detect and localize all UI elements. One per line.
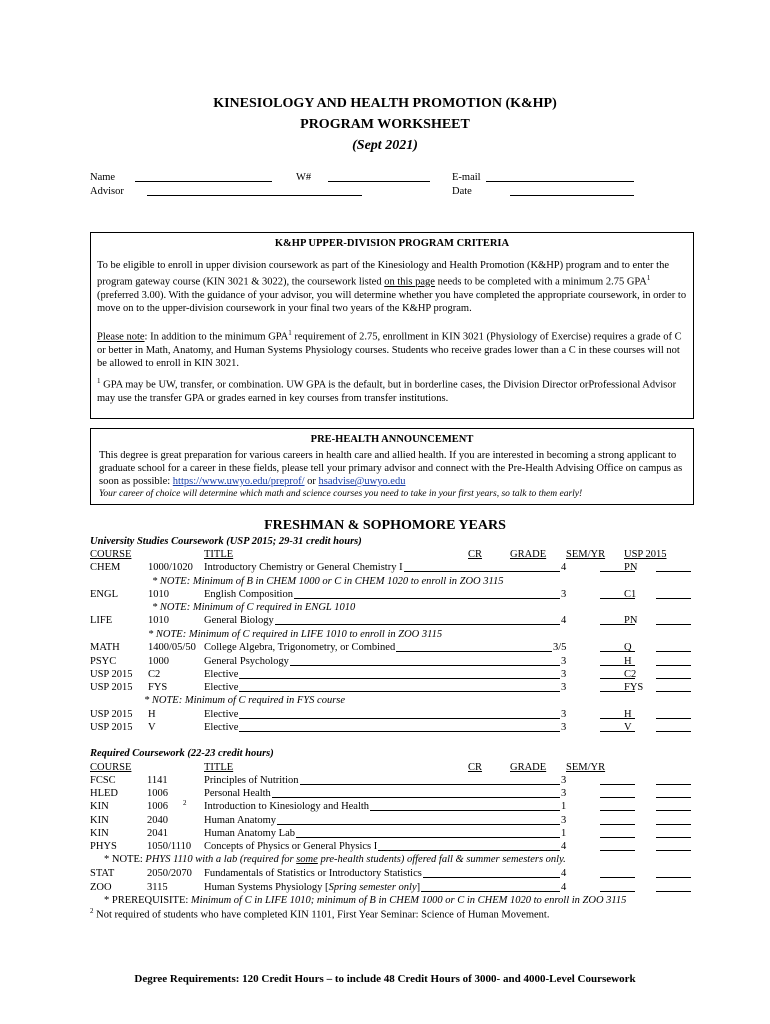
name-field[interactable]: [135, 172, 272, 182]
course-dept: PSYC: [90, 656, 117, 667]
prehealth-title: PRE-HEALTH ANNOUNCEMENT: [310, 434, 474, 445]
course-number: 1400/05/50: [148, 642, 196, 653]
prehealth-italic-note: Your career of choice will determine which math and science courses you need to take in your first years, so talk to them early!: [99, 489, 583, 499]
credit-hours: 3/5: [553, 642, 567, 653]
usp-table-row: [90, 641, 710, 654]
title-line: [204, 668, 560, 679]
grade-field[interactable]: [600, 787, 635, 798]
required-table-row: [90, 827, 710, 840]
course-number: 1050/1110: [147, 841, 192, 852]
date-field[interactable]: [510, 186, 634, 196]
credit-hours: 3: [561, 669, 567, 680]
course-title: Personal Health: [204, 788, 271, 799]
credit-hours: 3: [561, 775, 567, 786]
course-dept: ENGL: [90, 589, 118, 600]
course-note: * NOTE: Minimum of B in CHEM 1000 or C in CHEM 1020 to enroll in ZOO 3115: [152, 576, 504, 587]
criteria-title: K&HP UPPER-DIVISION PROGRAM CRITERIA: [274, 238, 510, 249]
credit-hours: 3: [561, 722, 567, 733]
sem-yr-field[interactable]: [656, 814, 691, 825]
course-dept: MATH: [90, 642, 120, 653]
grade-field[interactable]: [600, 840, 635, 851]
criteria-footnote: $^1$ GPA may be UW, transfer, or combination. UW GPA is the default, but in borderline cases, the Division Director orProfessional Advisor may use the transfer GPA or grades earned in key courses from transfer institutions.: [97, 377, 677, 404]
grade-field[interactable]: [600, 867, 635, 878]
course-title: Elective: [204, 709, 239, 720]
credit-hours: 4: [561, 868, 567, 879]
sem-yr-field[interactable]: [656, 800, 691, 811]
course-dept: USP 2015: [90, 669, 133, 680]
usp-subtitle: University Studies Coursework (USP 2015; 29-31 credit hours): [90, 536, 362, 547]
course-dept: KIN: [90, 815, 109, 826]
course-title: General Psychology: [204, 656, 289, 667]
degree-requirements-footer: Degree Requirements: 120 Credit Hours – to include 48 Credit Hours of 3000- and 4000-Level Coursework: [134, 973, 636, 985]
sem-yr-field[interactable]: [656, 827, 691, 838]
credit-hours: 3: [561, 682, 567, 693]
course-title: Principles of Nutrition: [204, 775, 299, 786]
credit-hours: 3: [561, 709, 567, 720]
course-title: Human Systems Physiology [Spring semester only]: [204, 882, 421, 893]
course-title: Elective: [204, 682, 239, 693]
course-note: * NOTE: Minimum of C required in ENGL 1010: [152, 602, 356, 613]
criteria-note: Please note: In addition to the minimum GPA$^1$ requirement of 2.75, enrollment in KIN 3021 (Physiology of Exercise) requires a grade of C or better in Math, Anatomy, and Human Systems Physiology courses. Students who receive grades lower than a C in these courses will not be allowed to enroll in KIN 3021.: [97, 329, 682, 369]
course-number: 1000/1020: [148, 562, 193, 573]
course-note: * NOTE: Minimum of C required in LIFE 1010 to enroll in ZOO 3115: [148, 629, 443, 640]
course-number: 1141: [147, 775, 168, 786]
course-title: General Biology: [204, 615, 274, 626]
required-table-row: [90, 867, 710, 880]
course-title: Introduction to Kinesiology and Health: [204, 801, 370, 812]
criteria-paragraph: To be eligible to enroll in upper division coursework as part of the Kinesiology and Health Promotion (K&HP) program and to enter the program gateway course (KIN 3021 & 3022), the coursework listed on this page needs to be completed with a minimum 2.75 GPA$^1$ (preferred 3.00). With the guidance of your advisor, you will determine whether you have completed the appropriate coursework, in order to move on to the upper-division coursework in your final two years of the K&HP program.: [97, 260, 687, 314]
sem-yr-field[interactable]: [656, 588, 691, 599]
course-dept: KIN: [90, 828, 109, 839]
course-dept: PHYS: [90, 841, 117, 852]
sem-yr-field[interactable]: [656, 681, 691, 692]
freshman-title: FRESHMAN & SOPHOMORE YEARS: [264, 518, 506, 533]
sem-yr-field[interactable]: [656, 614, 691, 625]
grade-field[interactable]: [600, 814, 635, 825]
credit-hours: 3: [561, 788, 567, 799]
course-number: 1006: [147, 788, 168, 799]
usp-code: C2: [624, 669, 637, 680]
sem-yr-field[interactable]: [656, 708, 691, 719]
sem-yr-field[interactable]: [656, 668, 691, 679]
course-dept: USP 2015: [90, 682, 133, 693]
course-number: 2041: [147, 828, 168, 839]
course-title: Introductory Chemistry or General Chemistry I: [204, 562, 403, 573]
usp-code: V: [624, 722, 632, 733]
course-title: Fundamentals of Statistics or Introductory Statistics: [204, 868, 422, 879]
course-number: 1006: [147, 801, 168, 812]
usp-table-row: [90, 681, 710, 694]
required-table-row: [90, 840, 710, 853]
required-table-row: [90, 774, 710, 787]
usp-code: H: [624, 656, 632, 667]
usp-table-row: [90, 655, 710, 668]
criteria-box: [90, 232, 694, 419]
course-dept: HLED: [90, 788, 118, 799]
course-dept: LIFE: [90, 615, 113, 626]
credit-hours: 4: [561, 562, 567, 573]
usp-code: H: [624, 709, 632, 720]
required-table-row: [90, 800, 710, 813]
sem-yr-field[interactable]: [656, 655, 691, 666]
sem-yr-field[interactable]: [656, 561, 691, 572]
course-number: C2: [148, 669, 161, 680]
sem-yr-field[interactable]: [656, 721, 691, 732]
course-number: H: [148, 709, 156, 720]
course-number: 1000: [148, 656, 169, 667]
course-dept: STAT: [90, 868, 115, 879]
date-label: Date: [452, 186, 472, 197]
title-line: [204, 721, 560, 732]
course-dept: USP 2015: [90, 709, 133, 720]
phys-note: * NOTE: PHYS 1110 with a lab (required for some pre-health students) offered fall & summer semesters only.: [104, 854, 566, 865]
sem-yr-field[interactable]: [656, 840, 691, 851]
grade-field[interactable]: [600, 774, 635, 785]
footnote-marker: 2: [183, 799, 187, 807]
usp-code: PN: [624, 615, 638, 626]
required-table-header: COURSE TITLE CR GRADE SEM/YR: [90, 762, 606, 773]
credit-hours: 4: [561, 615, 567, 626]
course-number: 2040: [147, 815, 168, 826]
course-number: 1010: [148, 615, 169, 626]
course-title: Concepts of Physics or General Physics I: [204, 841, 378, 852]
advisor-label: Advisor: [90, 186, 124, 197]
usp-code: Q: [624, 642, 632, 653]
course-number: 3115: [147, 882, 168, 893]
course-title: College Algebra, Trigonometry, or Combined: [204, 642, 396, 653]
w-number-label: W#: [296, 172, 312, 183]
course-title: Elective: [204, 722, 239, 733]
sem-yr-field[interactable]: [656, 641, 691, 652]
doc-title-date: (Sept 2021): [352, 138, 418, 153]
grade-field[interactable]: [600, 800, 635, 811]
name-label: Name: [90, 172, 116, 183]
usp-code: C1: [624, 589, 637, 600]
prehealth-text: This degree is great preparation for various careers in health care and allied health. If you are interested in becoming a strong applicant to graduate school for a career in these fields, please tell your primary advisor and connect with the Pre-Health Advising Office on campus as soon as possible: https://www.uwyo.edu/preprof/ or hsadvise@uwyo.edu: [99, 450, 683, 487]
credit-hours: 3: [561, 656, 567, 667]
prereq-note: * PREREQUISITE: Minimum of C in LIFE 1010; minimum of B in CHEM 1000 or C in CHEM 1020 to enroll in ZOO 3115: [104, 895, 627, 906]
course-number: 1010: [148, 589, 169, 600]
usp-table-row: [90, 668, 710, 681]
course-dept: CHEM: [90, 562, 121, 573]
grade-field[interactable]: [600, 827, 635, 838]
credit-hours: 1: [561, 801, 567, 812]
usp-table-row: [90, 561, 710, 574]
sem-yr-field[interactable]: [656, 867, 691, 878]
course-dept: USP 2015: [90, 722, 133, 733]
email-field[interactable]: [486, 172, 634, 182]
course-dept: KIN: [90, 801, 109, 812]
course-title: English Composition: [204, 589, 293, 600]
required-table-row: [90, 881, 710, 894]
credit-hours: 1: [561, 828, 567, 839]
credit-hours: 3: [561, 815, 567, 826]
course-title: Human Anatomy Lab: [204, 828, 295, 839]
course-dept: FCSC: [90, 775, 116, 786]
credit-hours: 4: [561, 841, 567, 852]
required-subtitle: Required Coursework (22-23 credit hours): [90, 748, 274, 759]
title-line: [204, 681, 560, 692]
usp-table-row: [90, 588, 710, 601]
credit-hours: 3: [561, 589, 567, 600]
sem-yr-field[interactable]: [656, 787, 691, 798]
w-number-field[interactable]: [328, 172, 430, 182]
title-line: [204, 708, 560, 719]
advisor-field[interactable]: [147, 186, 362, 196]
course-title: Elective: [204, 669, 239, 680]
credit-hours: 4: [561, 882, 567, 893]
usp-table-header: COURSE TITLE CR GRADE SEM/YR USP 2015: [90, 549, 667, 560]
course-number: V: [148, 722, 156, 733]
grade-field[interactable]: [600, 881, 635, 892]
course-number: FYS: [148, 682, 168, 693]
usp-table-row: [90, 614, 710, 627]
doc-title-line1: KINESIOLOGY AND HEALTH PROMOTION (K&HP): [213, 96, 557, 111]
prehealth-box: [90, 428, 694, 505]
usp-table-row: [90, 721, 710, 734]
preprof-link[interactable]: https://www.uwyo.edu/preprof/: [172, 476, 305, 487]
doc-title-line2: PROGRAM WORKSHEET: [300, 117, 470, 132]
required-table-row: [90, 814, 710, 827]
hsadvise-email-link[interactable]: hsadvise@uwyo.edu: [318, 476, 406, 487]
course-number: 2050/2070: [147, 868, 192, 879]
required-footnote: $^2$ Not required of students who have completed KIN 1101, First Year Seminar: Science of Human Movement.: [90, 907, 550, 921]
sem-yr-field[interactable]: [656, 774, 691, 785]
course-title: Human Anatomy: [204, 815, 277, 826]
email-label: E-mail: [452, 172, 481, 183]
usp-code: FYS: [624, 682, 644, 693]
sem-yr-field[interactable]: [656, 881, 691, 892]
usp-code: PN: [624, 562, 638, 573]
course-note: * NOTE: Minimum of C required in FYS course: [144, 695, 346, 706]
usp-table-row: [90, 708, 710, 721]
course-dept: ZOO: [90, 882, 112, 893]
